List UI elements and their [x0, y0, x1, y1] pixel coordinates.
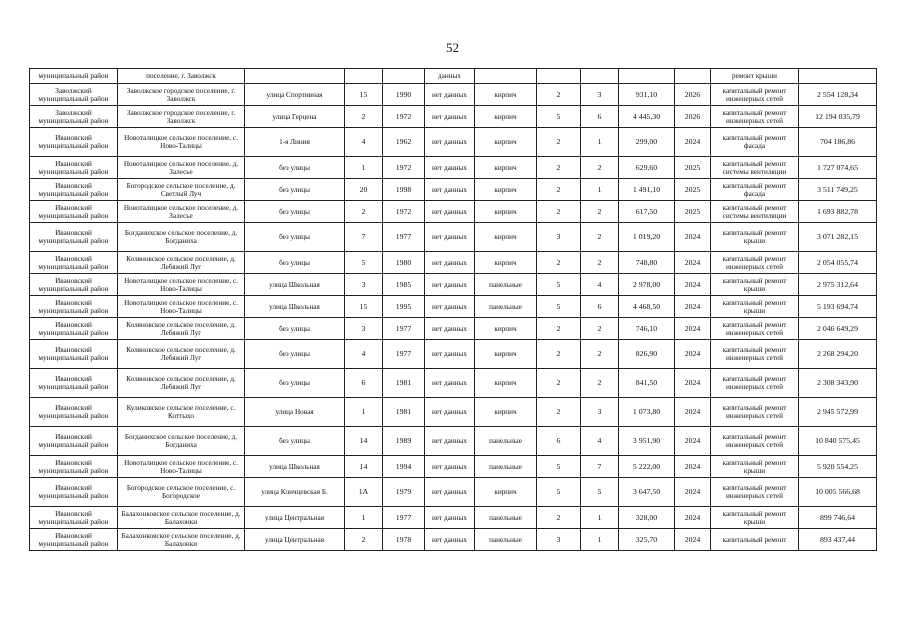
work-type-cell: капитальный ремонт крыши [711, 507, 799, 529]
reconstruction-year-cell: нет данных [425, 252, 475, 274]
total-area-cell: 1 073,80 [619, 398, 675, 427]
entrances-cell: 2 [581, 201, 619, 223]
reconstruction-year-cell: нет данных [425, 179, 475, 201]
year-built-cell: 1977 [383, 318, 425, 340]
district-cell: Заволжский муниципальный район [30, 84, 118, 106]
cost-cell: 5 193 694,74 [799, 296, 877, 318]
work-type-cell: капитальный ремонт крыши [711, 274, 799, 296]
wall-material-cell: кирпич [475, 128, 537, 157]
street-cell [245, 69, 345, 84]
entrances-cell: 4 [581, 427, 619, 456]
district-cell: Заволжский муниципальный район [30, 106, 118, 128]
work-type-cell: капитальный ремонт крыши [711, 456, 799, 478]
year-built-cell: 1980 [383, 252, 425, 274]
house-number-cell: 4 [345, 340, 383, 369]
cost-cell: 12 194 035,79 [799, 106, 877, 128]
floors-cell: 2 [537, 84, 581, 106]
street-cell: улица Новая [245, 398, 345, 427]
table-row [30, 128, 877, 157]
settlement-cell: Новоталицкое сельское поселение, с. Ново-Талицы [118, 296, 245, 318]
street-cell: улица Кличцевская Б. [245, 478, 345, 507]
work-type-cell: ремонт крыши [711, 69, 799, 84]
work-type-cell: капитальный ремонт системы вентиляции [711, 157, 799, 179]
floors-cell: 2 [537, 318, 581, 340]
reconstruction-year-cell: нет данных [425, 456, 475, 478]
floors-cell: 5 [537, 478, 581, 507]
settlement-cell: Коляновское сельское поселение, д. Лебяжий Луг [118, 369, 245, 398]
street-cell: улица Школьная [245, 456, 345, 478]
district-cell: Ивановский муниципальный район [30, 128, 118, 157]
planned-year-cell: 2025 [675, 157, 711, 179]
reconstruction-year-cell: нет данных [425, 84, 475, 106]
wall-material-cell: кирпич [475, 252, 537, 274]
entrances-cell: 1 [581, 529, 619, 551]
work-type-cell: капитальный ремонт инженерных сетей [711, 252, 799, 274]
district-cell: Ивановский муниципальный район [30, 223, 118, 252]
district-cell: Ивановский муниципальный район [30, 478, 118, 507]
total-area-cell: 841,50 [619, 369, 675, 398]
table-row [30, 507, 877, 529]
house-number-cell: 14 [345, 427, 383, 456]
work-type-cell: капитальный ремонт инженерных сетей [711, 318, 799, 340]
cost-cell: 10 005 566,68 [799, 478, 877, 507]
settlement-cell: Новоталицкое сельское поселение, с. Ново-Талицы [118, 456, 245, 478]
entrances-cell: 2 [581, 252, 619, 274]
planned-year-cell: 2024 [675, 223, 711, 252]
street-cell: без улицы [245, 223, 345, 252]
table-row [30, 274, 877, 296]
total-area-cell: 826,90 [619, 340, 675, 369]
reconstruction-year-cell: нет данных [425, 369, 475, 398]
reconstruction-year-cell: нет данных [425, 106, 475, 128]
wall-material-cell: панельные [475, 456, 537, 478]
settlement-cell: Богородское сельское поселение, с. Богородское [118, 478, 245, 507]
district-cell: Ивановский муниципальный район [30, 179, 118, 201]
table-row [30, 157, 877, 179]
total-area-cell [619, 69, 675, 84]
year-built-cell: 1990 [383, 84, 425, 106]
cost-cell: 2 308 343,90 [799, 369, 877, 398]
cost-cell: 1 727 074,65 [799, 157, 877, 179]
wall-material-cell: кирпич [475, 318, 537, 340]
total-area-cell: 3 647,50 [619, 478, 675, 507]
house-number-cell: 2 [345, 529, 383, 551]
street-cell: без улицы [245, 179, 345, 201]
planned-year-cell [675, 69, 711, 84]
table-row [30, 427, 877, 456]
floors-cell: 2 [537, 398, 581, 427]
wall-material-cell: кирпич [475, 398, 537, 427]
settlement-cell: Коляновское сельское поселение, д. Лебяжий Луг [118, 340, 245, 369]
total-area-cell: 4 445,30 [619, 106, 675, 128]
total-area-cell: 1 491,10 [619, 179, 675, 201]
district-cell: Ивановский муниципальный район [30, 252, 118, 274]
total-area-cell: 748,80 [619, 252, 675, 274]
floors-cell: 2 [537, 179, 581, 201]
planned-year-cell: 2024 [675, 427, 711, 456]
planned-year-cell: 2024 [675, 456, 711, 478]
district-cell: Ивановский муниципальный район [30, 201, 118, 223]
planned-year-cell: 2024 [675, 369, 711, 398]
house-number-cell: 3 [345, 318, 383, 340]
wall-material-cell: кирпич [475, 84, 537, 106]
table-row [30, 456, 877, 478]
year-built-cell: 1979 [383, 478, 425, 507]
street-cell: 1-я Линия [245, 128, 345, 157]
planned-year-cell: 2026 [675, 106, 711, 128]
cost-cell: 2 945 572,99 [799, 398, 877, 427]
house-number-cell: 20 [345, 179, 383, 201]
cost-cell: 3 511 749,25 [799, 179, 877, 201]
planned-year-cell: 2024 [675, 252, 711, 274]
table-row [30, 340, 877, 369]
settlement-cell: Богданихское сельское поселение, д. Богданиха [118, 223, 245, 252]
cost-cell: 2 268 294,20 [799, 340, 877, 369]
house-number-cell: 1 [345, 157, 383, 179]
settlement-cell: поселение, г. Заволжск [118, 69, 245, 84]
district-cell: Ивановский муниципальный район [30, 296, 118, 318]
year-built-cell: 1981 [383, 398, 425, 427]
table-row [30, 223, 877, 252]
district-cell: Ивановский муниципальный район [30, 369, 118, 398]
floors-cell: 2 [537, 201, 581, 223]
table-row [30, 201, 877, 223]
reconstruction-year-cell: нет данных [425, 478, 475, 507]
entrances-cell: 1 [581, 507, 619, 529]
work-type-cell: капитальный ремонт инженерных сетей [711, 106, 799, 128]
table-row [30, 478, 877, 507]
reconstruction-year-cell: нет данных [425, 427, 475, 456]
cost-cell: 893 437,44 [799, 529, 877, 551]
reconstruction-year-cell: нет данных [425, 201, 475, 223]
year-built-cell: 1985 [383, 274, 425, 296]
house-number-cell [345, 69, 383, 84]
wall-material-cell: панельные [475, 296, 537, 318]
settlement-cell: Коляновское сельское поселение, д. Лебяжий Луг [118, 318, 245, 340]
table-row [30, 84, 877, 106]
district-cell: Ивановский муниципальный район [30, 398, 118, 427]
house-number-cell: 15 [345, 296, 383, 318]
street-cell: улица Спортивная [245, 84, 345, 106]
settlement-cell: Новоталицкое сельское поселение, д. Залесье [118, 201, 245, 223]
work-type-cell: капитальный ремонт инженерных сетей [711, 369, 799, 398]
reconstruction-year-cell: нет данных [425, 274, 475, 296]
cost-cell: 2 046 649,29 [799, 318, 877, 340]
floors-cell: 3 [537, 529, 581, 551]
wall-material-cell: панельные [475, 507, 537, 529]
reconstruction-year-cell: нет данных [425, 507, 475, 529]
floors-cell: 5 [537, 274, 581, 296]
reconstruction-year-cell: нет данных [425, 128, 475, 157]
floors-cell: 5 [537, 106, 581, 128]
year-built-cell: 1978 [383, 529, 425, 551]
work-type-cell: капитальный ремонт системы вентиляции [711, 201, 799, 223]
entrances-cell: 6 [581, 106, 619, 128]
planned-year-cell: 2024 [675, 478, 711, 507]
street-cell: без улицы [245, 427, 345, 456]
year-built-cell: 1981 [383, 369, 425, 398]
wall-material-cell [475, 69, 537, 84]
year-built-cell: 1994 [383, 456, 425, 478]
house-number-cell: 14 [345, 456, 383, 478]
settlement-cell: Новоталицкое сельское поселение, с. Ново-Талицы [118, 128, 245, 157]
floors-cell: 2 [537, 157, 581, 179]
cost-cell: 2 975 312,64 [799, 274, 877, 296]
street-cell: улица Центральная [245, 529, 345, 551]
settlement-cell: Коляновское сельское поселение, д. Лебяжий Луг [118, 252, 245, 274]
wall-material-cell: панельные [475, 529, 537, 551]
cost-cell [799, 69, 877, 84]
entrances-cell: 3 [581, 398, 619, 427]
floors-cell: 6 [537, 427, 581, 456]
page-number: 52 [446, 40, 459, 55]
house-number-cell: 3 [345, 274, 383, 296]
settlement-cell: Новоталицкое сельское поселение, д. Залесье [118, 157, 245, 179]
settlement-cell: Балахонковское сельское поселение, д. Балахонки [118, 529, 245, 551]
wall-material-cell: кирпич [475, 179, 537, 201]
year-built-cell: 1972 [383, 157, 425, 179]
table-row [30, 296, 877, 318]
cost-cell: 899 746,64 [799, 507, 877, 529]
floors-cell: 2 [537, 340, 581, 369]
entrances-cell: 6 [581, 296, 619, 318]
entrances-cell [581, 69, 619, 84]
year-built-cell: 1995 [383, 296, 425, 318]
floors-cell: 2 [537, 369, 581, 398]
work-type-cell: капитальный ремонт крыши [711, 296, 799, 318]
district-cell: Ивановский муниципальный район [30, 529, 118, 551]
settlement-cell: Балахонковское сельское поселение, д. Балахонки [118, 507, 245, 529]
cost-cell: 1 693 882,78 [799, 201, 877, 223]
floors-cell: 5 [537, 456, 581, 478]
total-area-cell: 5 222,00 [619, 456, 675, 478]
wall-material-cell: кирпич [475, 369, 537, 398]
planned-year-cell: 2026 [675, 84, 711, 106]
house-number-cell: 1А [345, 478, 383, 507]
street-cell: без улицы [245, 340, 345, 369]
house-number-cell: 15 [345, 84, 383, 106]
street-cell: без улицы [245, 201, 345, 223]
wall-material-cell: панельные [475, 274, 537, 296]
work-type-cell: капитальный ремонт инженерных сетей [711, 478, 799, 507]
table-row [30, 69, 877, 84]
house-number-cell: 1 [345, 507, 383, 529]
floors-cell: 2 [537, 128, 581, 157]
settlement-cell: Заволжское городское поселение, г. Заволжск [118, 106, 245, 128]
wall-material-cell: кирпич [475, 478, 537, 507]
planned-year-cell: 2024 [675, 318, 711, 340]
settlement-cell: Богданихское сельское поселение, д. Богданиха [118, 427, 245, 456]
year-built-cell: 1977 [383, 507, 425, 529]
cost-cell: 3 071 282,15 [799, 223, 877, 252]
total-area-cell: 746,10 [619, 318, 675, 340]
reconstruction-year-cell: данных [425, 69, 475, 84]
table-row [30, 529, 877, 551]
planned-year-cell: 2024 [675, 529, 711, 551]
entrances-cell: 2 [581, 157, 619, 179]
planned-year-cell: 2024 [675, 398, 711, 427]
cost-cell: 2 054 055,74 [799, 252, 877, 274]
year-built-cell: 1972 [383, 106, 425, 128]
entrances-cell: 3 [581, 84, 619, 106]
wall-material-cell: панельные [475, 427, 537, 456]
work-type-cell: капитальный ремонт инженерных сетей [711, 84, 799, 106]
entrances-cell: 2 [581, 340, 619, 369]
planned-year-cell: 2024 [675, 340, 711, 369]
reconstruction-year-cell: нет данных [425, 223, 475, 252]
street-cell: улица Школьная [245, 274, 345, 296]
total-area-cell: 617,50 [619, 201, 675, 223]
settlement-cell: Новоталицкое сельское поселение, с. Ново-Талицы [118, 274, 245, 296]
planned-year-cell: 2024 [675, 296, 711, 318]
table-row [30, 106, 877, 128]
entrances-cell: 2 [581, 223, 619, 252]
total-area-cell: 3 951,90 [619, 427, 675, 456]
year-built-cell: 1977 [383, 340, 425, 369]
work-type-cell: капитальный ремонт инженерных сетей [711, 340, 799, 369]
total-area-cell: 1 019,20 [619, 223, 675, 252]
settlement-cell: Богородское сельское поселение, д. Светлый Луч [118, 179, 245, 201]
entrances-cell: 5 [581, 478, 619, 507]
district-cell: Ивановский муниципальный район [30, 274, 118, 296]
work-type-cell: капитальный ремонт [711, 529, 799, 551]
house-number-cell: 5 [345, 252, 383, 274]
district-cell: Ивановский муниципальный район [30, 507, 118, 529]
house-number-cell: 4 [345, 128, 383, 157]
total-area-cell: 4 468,50 [619, 296, 675, 318]
total-area-cell: 299,00 [619, 128, 675, 157]
total-area-cell: 2 978,00 [619, 274, 675, 296]
district-cell: Ивановский муниципальный район [30, 157, 118, 179]
reconstruction-year-cell: нет данных [425, 529, 475, 551]
district-cell: Ивановский муниципальный район [30, 427, 118, 456]
reconstruction-year-cell: нет данных [425, 398, 475, 427]
wall-material-cell: кирпич [475, 106, 537, 128]
entrances-cell: 2 [581, 369, 619, 398]
house-number-cell: 2 [345, 201, 383, 223]
floors-cell: 3 [537, 223, 581, 252]
settlement-cell: Куликовское сельское поселение, с. Коттыхо [118, 398, 245, 427]
district-cell: муниципальный район [30, 69, 118, 84]
year-built-cell: 1977 [383, 223, 425, 252]
table-row [30, 179, 877, 201]
house-number-cell: 7 [345, 223, 383, 252]
street-cell: без улицы [245, 157, 345, 179]
year-built-cell: 1962 [383, 128, 425, 157]
house-number-cell: 1 [345, 398, 383, 427]
capital-repair-table [29, 68, 877, 551]
floors-cell: 2 [537, 507, 581, 529]
planned-year-cell: 2025 [675, 201, 711, 223]
year-built-cell: 1998 [383, 179, 425, 201]
wall-material-cell: кирпич [475, 223, 537, 252]
year-built-cell [383, 69, 425, 84]
entrances-cell: 7 [581, 456, 619, 478]
table-row [30, 369, 877, 398]
table-row [30, 318, 877, 340]
total-area-cell: 629,60 [619, 157, 675, 179]
planned-year-cell: 2024 [675, 128, 711, 157]
total-area-cell: 325,70 [619, 529, 675, 551]
street-cell: улица Школьная [245, 296, 345, 318]
street-cell: без улицы [245, 318, 345, 340]
entrances-cell: 4 [581, 274, 619, 296]
year-built-cell: 1972 [383, 201, 425, 223]
wall-material-cell: кирпич [475, 340, 537, 369]
work-type-cell: капитальный ремонт инженерных сетей [711, 398, 799, 427]
district-cell: Ивановский муниципальный район [30, 456, 118, 478]
cost-cell: 10 840 575,45 [799, 427, 877, 456]
cost-cell: 2 554 128,34 [799, 84, 877, 106]
wall-material-cell: кирпич [475, 157, 537, 179]
work-type-cell: капитальный ремонт фасада [711, 179, 799, 201]
floors-cell: 2 [537, 252, 581, 274]
work-type-cell: капитальный ремонт фасада [711, 128, 799, 157]
street-cell: без улицы [245, 369, 345, 398]
floors-cell [537, 69, 581, 84]
reconstruction-year-cell: нет данных [425, 296, 475, 318]
planned-year-cell: 2025 [675, 179, 711, 201]
reconstruction-year-cell: нет данных [425, 340, 475, 369]
entrances-cell: 1 [581, 128, 619, 157]
house-number-cell: 2 [345, 106, 383, 128]
reconstruction-year-cell: нет данных [425, 318, 475, 340]
entrances-cell: 1 [581, 179, 619, 201]
year-built-cell: 1989 [383, 427, 425, 456]
street-cell: без улицы [245, 252, 345, 274]
settlement-cell: Заволжское городское поселение, г. Заволжск [118, 84, 245, 106]
planned-year-cell: 2024 [675, 274, 711, 296]
house-number-cell: 6 [345, 369, 383, 398]
work-type-cell: капитальный ремонт крыши [711, 223, 799, 252]
cost-cell: 704 186,86 [799, 128, 877, 157]
cost-cell: 5 920 554,25 [799, 456, 877, 478]
district-cell: Ивановский муниципальный район [30, 318, 118, 340]
district-cell: Ивановский муниципальный район [30, 340, 118, 369]
planned-year-cell: 2024 [675, 507, 711, 529]
floors-cell: 5 [537, 296, 581, 318]
total-area-cell: 931,10 [619, 84, 675, 106]
work-type-cell: капитальный ремонт инженерных сетей [711, 427, 799, 456]
entrances-cell: 2 [581, 318, 619, 340]
table-row [30, 398, 877, 427]
table-row [30, 252, 877, 274]
wall-material-cell: кирпич [475, 201, 537, 223]
reconstruction-year-cell: нет данных [425, 157, 475, 179]
street-cell: улица Герцена [245, 106, 345, 128]
street-cell: улица Центральная [245, 507, 345, 529]
total-area-cell: 328,00 [619, 507, 675, 529]
